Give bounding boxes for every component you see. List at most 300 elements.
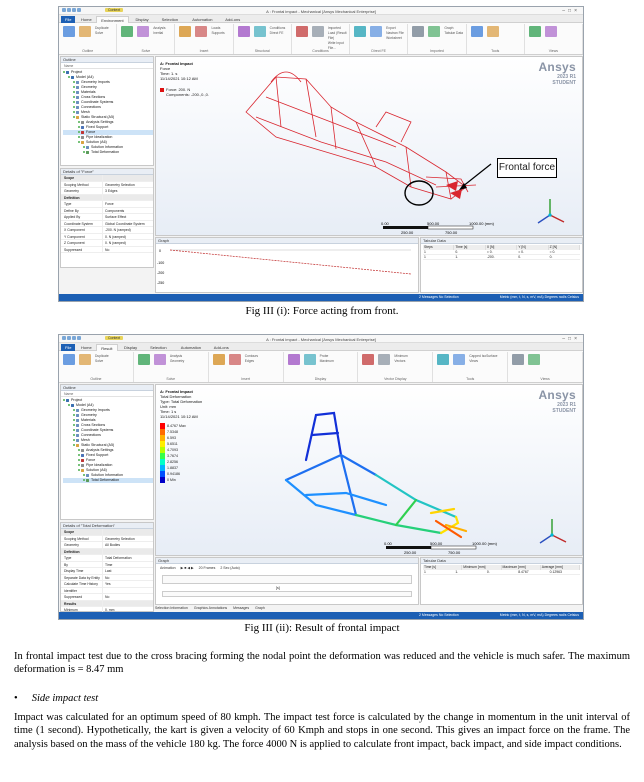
status-check-icon [73, 424, 75, 426]
ribbon-tool-icon[interactable] [354, 26, 366, 37]
ribbon-tool-icon[interactable] [138, 354, 150, 365]
details-value[interactable]: All Bodies [105, 543, 121, 547]
tabular-header-cell: Average [mm] [541, 565, 580, 570]
status-check-icon [73, 101, 75, 103]
status-check-icon [83, 151, 85, 153]
tab-add-ons[interactable]: Add-ons [225, 17, 241, 22]
tabular-cell: = 0. [486, 250, 493, 254]
figure-caption-2: Fig III (ii): Result of frontal impact [244, 622, 400, 634]
ribbon-tool-icon[interactable] [63, 26, 75, 37]
status-check-icon [78, 131, 80, 133]
ribbon-group-label: Solve [166, 377, 176, 381]
ribbon-tool-icon[interactable] [378, 354, 390, 365]
scale-label-500: 500.00 [430, 541, 443, 546]
search-input[interactable]: Name [61, 391, 153, 397]
ribbon-label[interactable]: Conditions [269, 26, 286, 30]
details-value[interactable]: Geometry Selection [105, 182, 135, 187]
force-components: Components: -200.,0.,0. [166, 92, 209, 97]
ribbon-tool-icon[interactable] [545, 26, 557, 37]
ribbon [59, 23, 583, 55]
tabular-cell: 0. [549, 255, 553, 259]
ribbon-tool-icon[interactable] [528, 354, 540, 365]
ribbon-labels [469, 354, 497, 364]
kart-frame-wireframe [236, 67, 496, 217]
tree-item-label: Fixed Support [86, 125, 109, 129]
tabular-cell: 0. [455, 250, 459, 254]
context-tag: Context [105, 336, 123, 340]
details-key: Z Component [61, 240, 103, 246]
details-key: By [61, 562, 103, 568]
details-row[interactable] [61, 247, 153, 254]
details-key: Scope [61, 529, 103, 535]
status-units[interactable]: Metric (mm, t, N, s, mV, mA) Degrees rad/s Celsius [499, 295, 579, 299]
ribbon-tool-icon[interactable] [370, 26, 382, 37]
status-messages[interactable]: 2 Messages No Selection [419, 295, 459, 299]
graph-strip [162, 591, 412, 597]
status-check-icon [73, 81, 75, 83]
legend-label: 8.4767 Max [167, 424, 186, 428]
tree-item-label: Force [86, 458, 96, 462]
tree-item-label: Static Structural (A5) [81, 115, 115, 119]
tree-node-icon [76, 414, 79, 417]
tree-node-icon [81, 136, 84, 139]
window-controls[interactable]: –□× [562, 336, 580, 342]
tree-item-label: Model (A4) [76, 75, 94, 79]
ribbon-group-display [284, 352, 359, 382]
ribbon-label[interactable]: Probe [319, 354, 329, 358]
graphics-viewport[interactable] [155, 384, 583, 556]
ribbon-group-views [525, 24, 583, 54]
ribbon-group-label: Display [314, 377, 327, 381]
details-value [103, 601, 153, 607]
search-input[interactable]: Name [61, 63, 153, 69]
tree-node-icon [76, 91, 79, 94]
ribbon-labels [170, 354, 184, 364]
tabular-header-cell: Time [s] [454, 245, 485, 250]
status-check-icon [73, 116, 75, 118]
ribbon-label[interactable]: Maximum [319, 359, 334, 363]
ribbon-label[interactable]: Graph [444, 26, 454, 30]
ribbon-label[interactable]: Duplicate [95, 354, 109, 358]
ribbon-labels [270, 26, 286, 36]
ribbon-group-label: Outline [82, 49, 94, 53]
ribbon-label[interactable]: Export Nastran File [386, 26, 404, 35]
animation-timeline[interactable] [162, 575, 412, 584]
ribbon-label[interactable]: Minimum [394, 354, 408, 358]
status-check-icon [78, 126, 80, 128]
frontal-force-callout: Frontal force [497, 158, 557, 178]
ribbon-group-tools [433, 352, 508, 382]
tab-display[interactable]: Display [124, 345, 138, 350]
ribbon-label[interactable]: Write Input File... [327, 41, 344, 50]
ribbon-group-imported [408, 24, 466, 54]
tree-node-icon [71, 76, 74, 79]
tabular-row[interactable] [423, 255, 580, 260]
ribbon-group-label: Tools [466, 377, 475, 381]
tree-item-label: Mesh [81, 110, 90, 114]
status-messages[interactable]: 2 Messages No Selection [419, 613, 459, 617]
tree-node-icon [76, 106, 79, 109]
animation-bar[interactable] [160, 565, 240, 572]
ribbon-tool-icon[interactable] [179, 26, 191, 37]
ribbon-tool-icon[interactable] [412, 26, 424, 37]
ribbon-tool-icon[interactable] [296, 26, 308, 37]
details-value[interactable] [103, 588, 153, 594]
details-key: Results [61, 601, 103, 607]
ribbon-label[interactable]: Direct FE [269, 31, 284, 35]
ribbon-tool-icon[interactable] [213, 354, 225, 365]
ribbon-group-label: Tools [491, 49, 500, 53]
animation-label: Animation [160, 566, 176, 570]
axis-triad[interactable] [536, 515, 568, 547]
details-value[interactable]: Last [105, 569, 112, 573]
bottom-tab-selection-information[interactable]: Selection Information [155, 606, 188, 610]
status-check-icon [78, 469, 80, 471]
tree-node-icon [81, 454, 84, 457]
graph-panel [155, 237, 419, 293]
tree-item-label: Geometry [81, 413, 97, 417]
tree-item-label: Materials [81, 90, 96, 94]
status-check-icon [68, 76, 70, 78]
ribbon-group-structural [234, 24, 292, 54]
details-value[interactable]: Global Coordinate System [105, 221, 145, 226]
tabular-data-panel [420, 557, 583, 605]
tab-file[interactable]: File [61, 344, 75, 351]
tree-node-icon [76, 101, 79, 104]
ribbon-label[interactable]: Inertial [153, 31, 164, 35]
scale-label-0: 0.00 [384, 541, 392, 546]
ribbon-tool-icon[interactable] [428, 26, 440, 37]
ribbon-label[interactable]: Duplicate [95, 26, 109, 30]
tree-item-label: Solution (A6) [86, 140, 107, 144]
tabular-data-panel [420, 237, 583, 293]
ribbon-tool-icon[interactable] [362, 354, 374, 365]
tree-node-icon [86, 146, 89, 149]
tree-item-label: Materials [81, 418, 96, 422]
ribbon-label[interactable]: Edges [244, 359, 255, 363]
ribbon-group-label: Views [540, 377, 550, 381]
tree-node-icon [81, 141, 84, 144]
tabular-table [421, 244, 582, 261]
status-check-icon [73, 414, 75, 416]
viewport-info-line: A: Frontal Impact [160, 389, 193, 394]
tabular-header-cell: Maximum [mm] [502, 565, 541, 570]
ribbon-label[interactable]: Vectors [394, 359, 406, 363]
ribbon-tool-icon[interactable] [471, 26, 483, 37]
details-value[interactable]: Total Deformation [105, 556, 132, 560]
details-value[interactable]: No [105, 247, 110, 252]
details-value[interactable]: No [105, 575, 110, 580]
status-check-icon [73, 86, 75, 88]
details-key: Coordinate System [61, 221, 103, 227]
ribbon-tool-icon[interactable] [254, 26, 266, 37]
status-check-icon [73, 439, 75, 441]
tabular-cell: -200. [486, 255, 495, 259]
bullet-dot-icon: • [14, 693, 18, 704]
details-key: Display Time [61, 568, 103, 574]
tabular-header-cell: Time [s] [423, 565, 462, 570]
details-key: X Component [61, 227, 103, 233]
details-key: Suppressed [61, 247, 103, 253]
ribbon-label[interactable]: Loads [211, 26, 221, 30]
details-value [103, 175, 153, 181]
tab-add-ons[interactable]: Add-ons [213, 345, 229, 350]
tabular-table [421, 564, 582, 576]
details-key: Scoping Method [61, 182, 103, 188]
status-check-icon [83, 146, 85, 148]
scale-bar [381, 220, 501, 236]
force-value: Force: 200. N [166, 87, 191, 92]
scale-label-250: 250.00 [404, 550, 417, 555]
ribbon-group-tools [467, 24, 525, 54]
tab-file[interactable]: File [61, 16, 75, 23]
ribbon-group-solve [134, 352, 209, 382]
ribbon-labels [320, 354, 334, 364]
status-check-icon [73, 96, 75, 98]
ribbon-label[interactable]: Supports [211, 31, 225, 35]
tabular-cell: 1 [424, 255, 426, 259]
title-bar [59, 7, 583, 15]
legend-label: 7.5348 [167, 430, 178, 434]
tree-node-icon [81, 449, 84, 452]
status-check-icon [83, 474, 85, 476]
details-key: Type [61, 201, 103, 207]
tab-automation[interactable]: Automation [180, 345, 202, 350]
status-check-icon [73, 106, 75, 108]
details-value[interactable]: Surface Effect [105, 215, 127, 219]
tab-selection[interactable]: Selection [150, 345, 167, 350]
ribbon-group-solve [117, 24, 175, 54]
status-check-icon [78, 464, 80, 466]
ribbon-label[interactable]: Analysis [153, 26, 166, 30]
status-check-icon [78, 121, 80, 123]
details-value[interactable]: Geometry Selection [105, 536, 135, 541]
tree-item[interactable] [63, 150, 153, 155]
ribbon-tool-icon[interactable] [79, 354, 91, 365]
details-value[interactable]: Components [105, 208, 125, 213]
ansys-window-deformation-result [58, 334, 584, 620]
ribbon-group-label: Imported [430, 49, 444, 53]
ribbon-group-label: Structural [254, 49, 270, 53]
ribbon-tool-icon[interactable] [453, 354, 465, 365]
details-value[interactable]: 3 Edges [105, 189, 118, 193]
context-tag: Context [105, 8, 123, 12]
tabular-cell: 0. [486, 570, 490, 574]
viewport-info-line: A: Frontal Impact [160, 61, 193, 66]
status-check-icon [73, 409, 75, 411]
tick-minus-100: -100 [157, 261, 165, 265]
ribbon-tool-icon[interactable] [487, 26, 499, 37]
tabular-cell: 0.12963 [549, 570, 562, 574]
tree-node-icon [81, 464, 84, 467]
tree-item-label: Connections [81, 105, 101, 109]
details-value[interactable]: 0. N (ramped) [105, 241, 126, 245]
axis-triad[interactable] [534, 195, 566, 227]
status-units[interactable]: Metric (mm, t, N, s, mV, mA) Degrees rad/s Celsius [499, 613, 579, 617]
tree-node-icon [76, 434, 79, 437]
outline-panel [60, 56, 154, 166]
status-bar [59, 294, 583, 301]
tree-item-label: Pipe Idealization [86, 135, 113, 139]
tab-home[interactable]: Home [81, 17, 92, 22]
details-value[interactable]: Yes [105, 582, 111, 586]
details-value[interactable]: No [105, 595, 110, 599]
ribbon-label[interactable]: Geometry [169, 359, 185, 363]
circle-highlight [405, 181, 433, 205]
tree-item[interactable] [63, 478, 153, 483]
tab-result[interactable]: Result [96, 344, 117, 351]
tree-node-icon [76, 96, 79, 99]
scale-bar [384, 540, 504, 556]
tabular-header-cell: Steps [423, 245, 454, 250]
window-controls[interactable]: –□× [562, 8, 580, 14]
details-key: Suppressed [61, 594, 103, 600]
tabular-cell: 1 [424, 250, 426, 254]
ribbon-label[interactable]: Tabular Data [444, 31, 464, 35]
tabular-cell: 1. [455, 570, 459, 574]
tabular-title: Tabular Data [421, 558, 582, 564]
ribbon-tool-icon[interactable] [195, 26, 207, 37]
ribbon-tabs [59, 15, 583, 23]
status-check-icon [78, 141, 80, 143]
ribbon-group-label: Outline [90, 377, 102, 381]
bottom-tab-messages[interactable]: Messages [233, 606, 250, 610]
ribbon-group-outline [59, 352, 134, 382]
details-key: Definition [61, 549, 103, 555]
scale-label-1000: 1000.00 (mm) [472, 541, 497, 546]
window-title: A : Frontal impact - Mechanical [Ansys Mechanical Enterprise] [266, 337, 376, 342]
tree-item-label: Pipe Idealization [86, 463, 113, 467]
ribbon [59, 351, 583, 383]
tree-node-icon [76, 439, 79, 442]
graph-unit: [s] [276, 586, 280, 590]
ribbon-tool-icon[interactable] [238, 26, 250, 37]
bottom-tab-graphics-annotations[interactable]: Graphics Annotations [193, 606, 228, 610]
details-value[interactable]: Force [105, 202, 114, 206]
ribbon-label[interactable]: Capped IsoSurface [469, 354, 498, 358]
details-title: Details of "Total Deformation" [61, 523, 153, 529]
ribbon-tool-icon[interactable] [121, 26, 133, 37]
ribbon-group-label: Insert [241, 377, 250, 381]
ribbon-tool-icon[interactable] [529, 26, 541, 37]
ansys-logo: Ansys 2023 R1 STUDENT [538, 60, 576, 86]
details-key: Identifier [61, 588, 103, 594]
legend-label: 1.8837 [167, 466, 178, 470]
tree-node-icon [71, 404, 74, 407]
tick-minus-200: -200 [157, 271, 165, 275]
tree-item-label: Solution (A6) [86, 468, 107, 472]
graphics-viewport[interactable] [155, 56, 583, 236]
tree-item-label: Project [71, 398, 83, 402]
ribbon-label[interactable]: Contours [244, 354, 259, 358]
outline-title: Outline [61, 57, 153, 63]
tab-automation[interactable]: Automation [192, 17, 213, 22]
tree-node-icon [76, 429, 79, 432]
ribbon-tool-icon[interactable] [288, 354, 300, 365]
tree-item-label: Model (A4) [76, 403, 94, 407]
ribbon-tool-icon[interactable] [154, 354, 166, 365]
viewport-info-line: Total Deformation [160, 394, 192, 399]
tree-item-label: Cross Sections [81, 423, 106, 427]
details-value[interactable]: -200. N (ramped) [105, 228, 131, 232]
ribbon-labels [95, 354, 109, 364]
details-key: Separate Data by Entity [61, 575, 103, 581]
ribbon-label[interactable]: Solve [95, 31, 104, 35]
viewport-info-line: Unit: mm [160, 404, 176, 409]
status-check-icon [73, 429, 75, 431]
tab-display[interactable]: Display [135, 17, 149, 22]
details-key: Geometry [61, 188, 103, 194]
figure-caption-1: Fig III (i): Force acting from front. [245, 305, 399, 317]
viewport-info-line: Type: Total Deformation [160, 399, 203, 404]
title-bar [59, 335, 583, 343]
force-graph [156, 244, 418, 292]
ribbon-label[interactable]: Imported Load (Result File) [327, 26, 347, 40]
viewport-info-line: Time: 1 s [160, 409, 177, 414]
ribbon-tool-icon[interactable] [437, 354, 449, 365]
details-value[interactable]: 0. N (ramped) [105, 234, 126, 239]
tree-item-label: Cross Sections [81, 95, 106, 99]
ribbon-tool-icon[interactable] [512, 354, 524, 365]
details-key: Calculate Time History [61, 581, 103, 587]
tab-environment[interactable]: Environment [96, 16, 128, 23]
paragraph-frontal-result: In frontal impact test due to the cross bracing forming the nodal point the deformation was reduced and the vehicle is much safer. The maximum deformation is = 8.47 mm [14, 651, 630, 676]
tab-home[interactable]: Home [81, 345, 92, 350]
tabular-row[interactable] [423, 570, 580, 575]
tabular-header-cell: X [N] [486, 245, 517, 250]
tree-node-icon [86, 151, 89, 154]
details-value [103, 195, 153, 201]
ribbon-tool-icon[interactable] [63, 354, 75, 365]
ribbon-group-label: Insert [199, 49, 209, 53]
legend-label: 2.8256 [167, 460, 178, 464]
status-check-icon [68, 404, 70, 406]
status-check-icon [73, 434, 75, 436]
viewport-info-line: Force [160, 66, 171, 71]
viewport-info-line: Time: 1. s [160, 71, 178, 76]
ribbon-label[interactable]: Views [469, 359, 479, 363]
ribbon-tool-icon[interactable] [312, 26, 324, 37]
ribbon-label[interactable]: Analysis [169, 354, 183, 358]
ribbon-group-label: Conditions [312, 49, 329, 53]
status-check-icon [73, 111, 75, 113]
tree-item-label: Connections [81, 433, 101, 437]
ribbon-tool-icon[interactable] [229, 354, 241, 365]
status-check-icon [78, 459, 80, 461]
ribbon-label[interactable]: Solve [95, 359, 104, 363]
details-value[interactable]: Time [105, 562, 113, 567]
bottom-tab-graph[interactable]: Graph [255, 606, 265, 610]
tree-node-icon [76, 111, 79, 114]
tab-selection[interactable]: Selection [161, 17, 179, 22]
tabular-cell: = 0. [518, 250, 524, 254]
ribbon-tool-icon[interactable] [304, 354, 316, 365]
ribbon-tool-icon[interactable] [137, 26, 149, 37]
tick-0: 0 [159, 249, 161, 253]
details-key: Scope [61, 175, 103, 181]
tree-node-icon [76, 424, 79, 427]
ribbon-group-label: Views [548, 49, 559, 53]
ribbon-tabs [59, 343, 583, 351]
ribbon-tool-icon[interactable] [79, 26, 91, 37]
graph-panel [155, 557, 419, 605]
graph-title: Graph [156, 558, 418, 564]
tree-item-label: Analysis Settings [86, 120, 114, 124]
ribbon-label[interactable]: Worksheet [386, 36, 402, 40]
details-value[interactable]: 0. mm [105, 608, 115, 612]
tree-node-icon [76, 81, 79, 84]
tree-node-icon [81, 131, 84, 134]
